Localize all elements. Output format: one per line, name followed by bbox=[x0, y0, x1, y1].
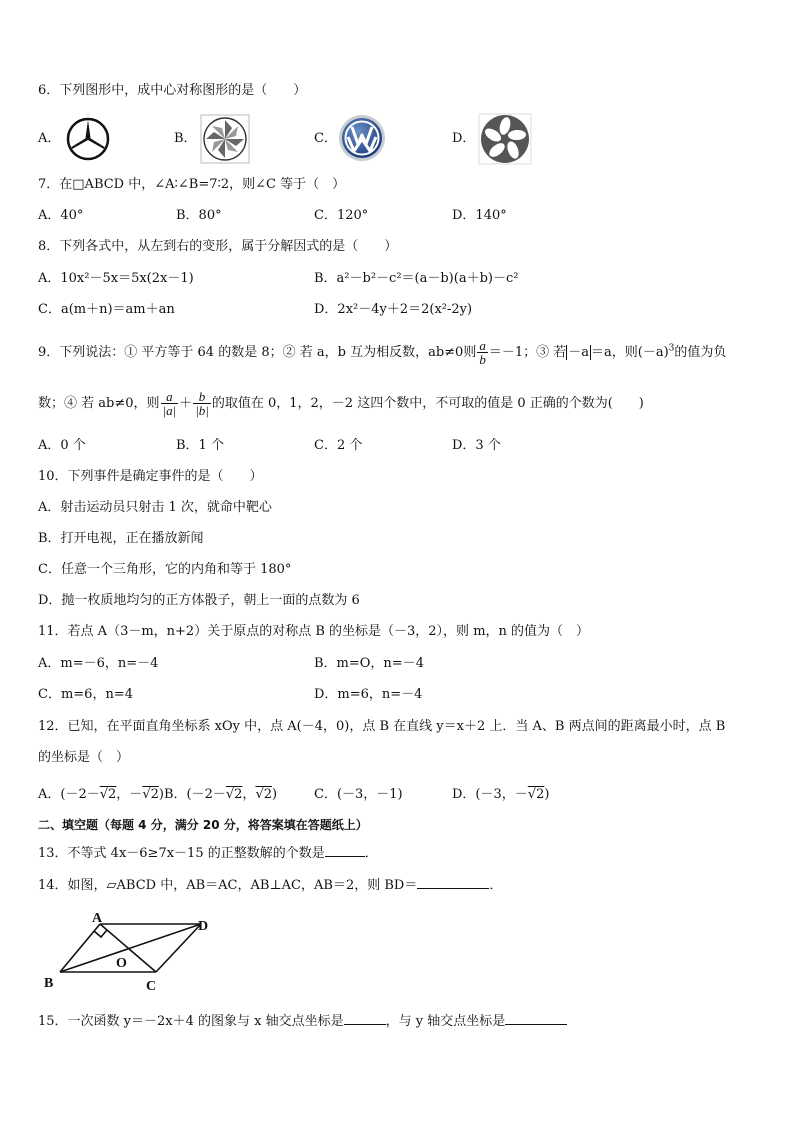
q12-a-post: ) bbox=[158, 787, 164, 802]
q15-text-2: ，与 y 轴交点坐标是 bbox=[385, 1014, 506, 1029]
q12-a-pre: A．(－2－ bbox=[38, 787, 100, 802]
q6-option-b: B． bbox=[174, 131, 197, 146]
volkswagen-logo-icon bbox=[337, 113, 387, 163]
q9-text-3: ＝a，则 bbox=[591, 345, 638, 360]
q11-option-d: D．m=6，n=－4 bbox=[314, 687, 423, 702]
q9-power-base: (－a) bbox=[637, 345, 669, 360]
q9-frac2-num: a bbox=[166, 389, 173, 404]
q7-option-a: A．40° bbox=[38, 208, 84, 223]
q9-power-exp: 3 bbox=[668, 343, 675, 354]
q8-option-c: C．a(m＋n)＝am＋an bbox=[38, 302, 175, 317]
q10-option-c: C．任意一个三角形，它的内角和等于 180° bbox=[38, 562, 292, 577]
q11-option-c: C．m=6，n=4 bbox=[38, 687, 133, 702]
q12-b-sqrt2: √2 bbox=[255, 787, 272, 802]
q9-text-1: 9．下列说法：① 平方等于 64 的数是 8；② 若 a，b 互为相反数，ab≠0则 bbox=[38, 345, 477, 360]
q15-x-intercept-blank[interactable] bbox=[344, 1012, 386, 1025]
q12-b-pre: B．(－2－ bbox=[163, 787, 226, 802]
q13-answer-blank[interactable] bbox=[325, 844, 365, 857]
q13-text: 13．不等式 4x－6≥7x－15 的正整数解的个数是 bbox=[38, 846, 325, 861]
q15 bbox=[38, 1012, 567, 1030]
q12-d-post: ) bbox=[544, 787, 550, 802]
mercedes-logo-icon bbox=[64, 116, 112, 162]
q7-option-b: B．80° bbox=[176, 208, 222, 223]
q9-frac2-den: |a| bbox=[162, 403, 177, 418]
q9-fraction-a-over-abs-a bbox=[161, 390, 179, 417]
figure-label-o: O bbox=[116, 956, 127, 971]
q6-option-d: D． bbox=[452, 131, 476, 146]
q9-fraction-b-over-abs-b bbox=[193, 390, 211, 417]
q11-stem: 11．若点 A（3－m，n+2）关于原点的对称点 B 的坐标是（－3，2），则 m，n 的值为（ ） bbox=[38, 624, 590, 639]
q13-end: ． bbox=[364, 846, 378, 861]
q9-option-c: C．2 个 bbox=[314, 438, 363, 453]
q9-text-2: ＝－1；③ 若 bbox=[488, 345, 567, 360]
q12-d-sqrt: √2 bbox=[527, 787, 545, 802]
q7-option-d: D．140° bbox=[452, 208, 507, 223]
q8-option-a: A．10x²－5x＝5x(2x－1) bbox=[38, 271, 194, 286]
q12-a-mid: ，－ bbox=[116, 787, 143, 802]
figure-label-d: D bbox=[198, 919, 209, 934]
bauhinia-icon bbox=[478, 113, 532, 165]
q12-d-pre: D．(－3，－ bbox=[452, 787, 528, 802]
q10-stem: 10．下列事件是确定事件的是（ ） bbox=[38, 469, 263, 484]
q9-option-d: D．3 个 bbox=[452, 438, 501, 453]
figure-label-b: B bbox=[44, 976, 54, 991]
q9-frac1-num: a bbox=[479, 338, 486, 353]
q6-option-c: C． bbox=[314, 131, 337, 146]
q13 bbox=[38, 844, 378, 862]
q8-option-d: D．2x²－4y＋2＝2(x²-2y) bbox=[314, 302, 473, 317]
q10-option-d: D．抛一枚质地均匀的正方体骰子，朝上一面的点数为 6 bbox=[38, 593, 360, 608]
q9-frac3-den: |b| bbox=[195, 403, 209, 418]
q8-stem: 8．下列各式中，从左到右的变形，属于分解因式的是（ ） bbox=[38, 239, 398, 254]
q12-option-a bbox=[38, 787, 277, 803]
q8-option-b: B．a²－b²－c²＝(a－b)(a＋b)－c² bbox=[314, 271, 519, 286]
q9-frac1-den: b bbox=[479, 352, 486, 367]
q9-text-6: 的取值在 0，1，2，－2 这四个数中，不可取的值是 0 正确的个数为( ) bbox=[211, 396, 644, 411]
q9-text-4: 的值为负 bbox=[674, 345, 727, 360]
q9-plus: ＋ bbox=[179, 396, 193, 411]
q9-option-a: A．0 个 bbox=[38, 438, 86, 453]
q9-option-b: B．1 个 bbox=[176, 438, 224, 453]
q15-y-intercept-blank[interactable] bbox=[505, 1012, 567, 1025]
q10-option-a: A．射击运动员只射击 1 次，就命中靶心 bbox=[38, 500, 272, 515]
q6-option-a: A． bbox=[38, 131, 61, 146]
q15-text-1: 15．一次函数 y＝－2x＋4 的图象与 x 轴交点坐标是 bbox=[38, 1014, 344, 1029]
figure-label-a: A bbox=[92, 911, 103, 926]
q11-option-b: B．m=O，n=－4 bbox=[314, 656, 424, 671]
q7-option-c: C．120° bbox=[314, 208, 369, 223]
q14 bbox=[38, 876, 502, 894]
q12-b-post: ) bbox=[272, 787, 278, 802]
q12-b-mid: ， bbox=[242, 787, 256, 802]
q9-text-5: 数；④ 若 ab≠0，则 bbox=[38, 396, 160, 411]
q12-line2: 的坐标是（ ） bbox=[38, 750, 130, 765]
q12-b-sqrt: √2 bbox=[225, 787, 243, 802]
q12-option-c: C．(－3，－1) bbox=[314, 787, 403, 802]
q12-option-d bbox=[452, 787, 549, 803]
q12-a-sqrt: √2 bbox=[99, 787, 117, 802]
q11-option-a: A．m=－6，n=－4 bbox=[38, 656, 159, 671]
q14-answer-blank[interactable] bbox=[417, 876, 489, 889]
q9-fraction-a-over-b bbox=[477, 339, 488, 366]
section-2-heading: 二、填空题（每题 4 分，满分 20 分，将答案填在答题纸上） bbox=[38, 818, 368, 832]
q9-line1 bbox=[38, 339, 726, 366]
figure-label-c: C bbox=[146, 979, 157, 994]
q7-stem: 7．在□ABCD 中，∠A∶∠B=7∶2，则∠C 等于（ ） bbox=[38, 177, 346, 192]
q9-frac3-num: b bbox=[198, 389, 206, 404]
q9-line2 bbox=[38, 390, 644, 417]
q14-parallelogram-figure bbox=[38, 906, 218, 996]
q12-line1: 12．已知，在平面直角坐标系 xOy 中，点 A(－4，0)，点 B 在直线 y＝x＋2 上．当 A、B 两点间的距离最小时，点 B bbox=[38, 719, 726, 734]
pinwheel-icon bbox=[200, 114, 250, 164]
q9-abs-value: －a bbox=[568, 345, 589, 360]
q10-option-b: B．打开电视，正在播放新闻 bbox=[38, 531, 204, 546]
q6-stem: 6．下列图形中，成中心对称图形的是（ ） bbox=[38, 83, 307, 98]
q14-end: ． bbox=[489, 878, 503, 893]
q14-text: 14．如图，▱ABCD 中，AB＝AC，AB⊥AC，AB＝2，则 BD＝ bbox=[38, 878, 418, 893]
q12-a-sqrt2: √2 bbox=[142, 787, 159, 802]
